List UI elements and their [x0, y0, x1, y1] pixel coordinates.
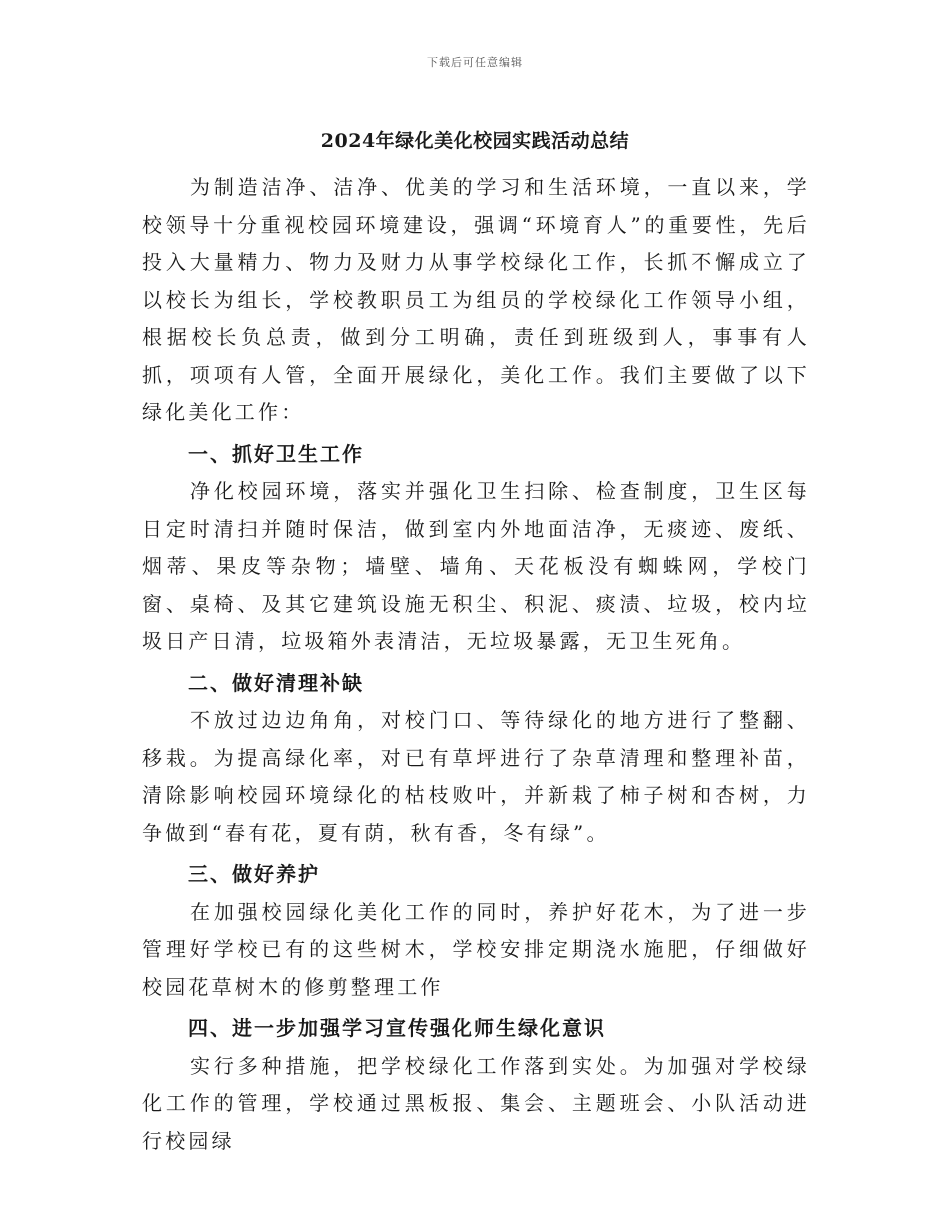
section-heading-4: 四、进一步加强学习宣传强化师生绿化意识 — [188, 1016, 606, 1040]
section-heading-2: 二、做好清理补缺 — [188, 670, 364, 695]
document-body — [142, 169, 810, 1160]
section-heading-1: 一、抓好卫生工作 — [188, 441, 364, 466]
section-paragraph-1: 净化校园环境，落实并强化卫生扫除、检查制度，卫生区每日定时清扫并随时保洁，做到室内外地面洁净，无痰迹、废纸、烟蒂、果皮等杂物；墙壁、墙角、天花板没有蜘蛛网，学校门窗、桌椅、及其它建筑设施无积尘、积泥、痰渍、垃圾，校内垃圾日产日清，垃圾箱外表清洁，无垃圾暴露，无卫生死角。 — [142, 479, 810, 653]
header-note: 下载后可任意编辑 — [427, 56, 523, 69]
section-paragraph-4: 实行多种措施，把学校绿化工作落到实处。为加强对学校绿化工作的管理，学校通过黑板报、集会、主题班会、小队活动进行校园绿 — [142, 1053, 810, 1153]
section-paragraph-2: 不放过边边角角，对校门口、等待绿化的地方进行了整翻、移栽。为提高绿化率，对已有草坪进行了杂草清理和整理补苗，清除影响校园环境绿化的枯枝败叶，并新栽了柿子树和杏树，力争做到“春有花，夏有荫，秋有香，冬有绿”。 — [142, 708, 810, 845]
document-title: 2024年绿化美化校园实践活动总结 — [320, 130, 630, 152]
section-heading-3: 三、做好养护 — [188, 862, 320, 886]
intro-paragraph: 为制造洁净、洁净、优美的学习和生活环境，一直以来，学校领导十分重视校园环境建设，强调“环境育人”的重要性，先后投入大量精力、物力及财力从事学校绿化工作，长抓不懈成立了以校长为组长，学校教职员工为组员的学校绿化工作领导小组，根据校长负总责，做到分工明确，责任到班级到人，事事有人抓，项项有人管，全面开展绿化，美化工作。我们主要做了以下绿化美化工作： — [142, 175, 810, 424]
section-paragraph-3: 在加强校园绿化美化工作的同时，养护好花木，为了进一步管理好学校已有的这些树木，学校安排定期浇水施肥，仔细做好校园花草树木的修剪整理工作 — [142, 899, 810, 999]
